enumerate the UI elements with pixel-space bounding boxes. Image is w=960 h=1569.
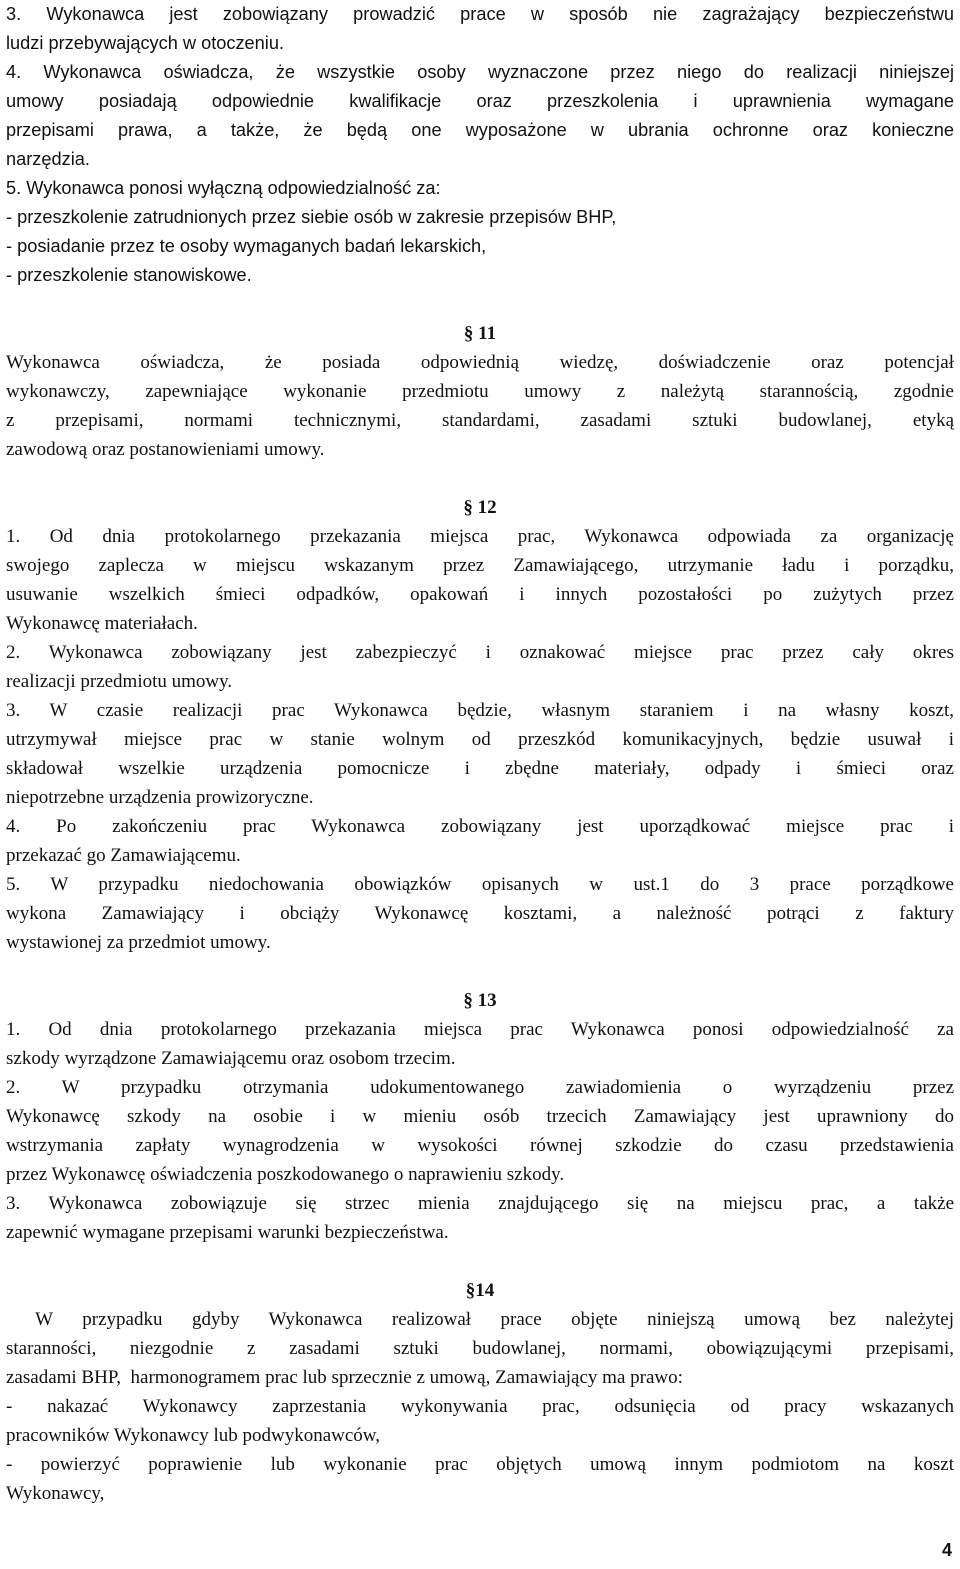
paragraph-line: 5. W przypadku niedochowania obowiązków opisanych w ust.1 do 3 prace porządkowe [6, 874, 954, 895]
paragraph-line: usuwanie wszelkich śmieci odpadków, opakowań i innych pozostałości po zużytych przez [6, 584, 954, 605]
section-heading: § 11 [463, 323, 497, 344]
paragraph-line: - powierzyć poprawienie lub wykonanie prac objętych umową innym podmiotom na koszt [6, 1454, 954, 1475]
paragraph-line: 2. Wykonawca zobowiązany jest zabezpieczyć i oznakować miejsce prac przez cały okres [6, 642, 954, 663]
paragraph-line: staranności, niezgodnie z zasadami sztuki budowlanej, normami, obowiązującymi przepisami, [6, 1338, 954, 1359]
paragraph-line: 2. W przypadku otrzymania udokumentowanego zawiadomienia o wyrządzeniu przez [6, 1077, 954, 1098]
paragraph-line: niepotrzebne urządzenia prowizoryczne. [6, 787, 314, 808]
paragraph-line: - posiadanie przez te osoby wymaganych badań lekarskich, [6, 236, 487, 256]
paragraph-line: W przypadku gdyby Wykonawca realizował prace objęte niniejszą umową bez należytej [6, 1309, 954, 1330]
paragraph-line: swojego zaplecza w miejscu wskazanym przez Zamawiającego, utrzymanie ładu i porządku, [6, 555, 954, 576]
paragraph-line: 3. W czasie realizacji prac Wykonawca będzie, własnym staraniem i na własny koszt, [6, 700, 954, 721]
paragraph-line: Wykonawcę szkody na osobie i w mieniu osób trzecich Zamawiający jest uprawniony do [6, 1106, 954, 1127]
paragraph-line: przez Wykonawcę oświadczenia poszkodowanego o naprawieniu szkody. [6, 1164, 565, 1185]
paragraph-line: Wykonawcy, [6, 1483, 105, 1504]
paragraph-line: realizacji przedmiotu umowy. [6, 671, 233, 692]
paragraph-line: - przeszkolenie zatrudnionych przez siebie osób w zakresie przepisów BHP, [6, 207, 617, 227]
paragraph-line: pracowników Wykonawcy lub podwykonawców, [6, 1425, 381, 1446]
paragraph-line: składował wszelkie urządzenia pomocnicze i zbędne materiały, odpady i śmieci oraz [6, 758, 954, 779]
paragraph-line: Wykonawca oświadcza, że posiada odpowiednią wiedzę, doświadczenie oraz potencjał [6, 352, 954, 373]
paragraph-line: 3. Wykonawca zobowiązuje się strzec mienia znajdującego się na miejscu prac, a także [6, 1193, 954, 1214]
paragraph-line: 3. Wykonawca jest zobowiązany prowadzić prace w sposób nie zagrażający bezpieczeństwu [6, 4, 954, 24]
section-heading: §14 [465, 1280, 495, 1301]
paragraph-line: przekazać go Zamawiającemu. [6, 845, 241, 866]
paragraph-line: wykona Zamawiający i obciąży Wykonawcę kosztami, a należność potrąci z faktury [6, 903, 954, 924]
paragraph-line: wystawionej za przedmiot umowy. [6, 932, 271, 953]
paragraph-line: 1. Od dnia protokolarnego przekazania miejsca prac, Wykonawca odpowiada za organizację [6, 526, 954, 547]
paragraph-line: 1. Od dnia protokolarnego przekazania miejsca prac Wykonawca ponosi odpowiedzialność za [6, 1019, 954, 1040]
paragraph-line: Wykonawcę materiałach. [6, 613, 198, 634]
paragraph-line: zasadami BHP, harmonogramem prac lub sprzecznie z umową, Zamawiający ma prawo: [6, 1367, 683, 1388]
paragraph-line: zapewnić wymagane przepisami warunki bezpieczeństwa. [6, 1222, 449, 1243]
paragraph-line: wstrzymania zapłaty wynagrodzenia w wysokości równej szkodzie do czasu przedstawienia [6, 1135, 954, 1156]
paragraph-line: - nakazać Wykonawcy zaprzestania wykonywania prac, odsunięcia od pracy wskazanych [6, 1396, 954, 1417]
section-heading: § 12 [463, 497, 497, 518]
paragraph-line: 4. Wykonawca oświadcza, że wszystkie osoby wyznaczone przez niego do realizacji niniejszej [6, 62, 954, 82]
paragraph-line: 4. Po zakończeniu prac Wykonawca zobowiązany jest uporządkować miejsce prac i [6, 816, 954, 837]
page-number: 4 [941, 1540, 952, 1560]
paragraph-line: szkody wyrządzone Zamawiającemu oraz osobom trzecim. [6, 1048, 456, 1069]
section-heading: § 13 [463, 990, 497, 1011]
paragraph-line: z przepisami, normami technicznymi, standardami, zasadami sztuki budowlanej, etyką [6, 410, 954, 431]
paragraph-line: zawodową oraz postanowieniami umowy. [6, 439, 325, 460]
paragraph-line: wykonawczy, zapewniające wykonanie przedmiotu umowy z należytą starannością, zgodnie [6, 381, 954, 402]
paragraph-line: przepisami prawa, a także, że będą one wyposażone w ubrania ochronne oraz konieczne [6, 120, 954, 140]
paragraph-line: - przeszkolenie stanowiskowe. [6, 265, 252, 285]
paragraph-line: ludzi przebywających w otoczeniu. [6, 33, 284, 53]
paragraph-line: 5. Wykonawca ponosi wyłączną odpowiedzialność za: [6, 178, 441, 198]
paragraph-line: utrzymywał miejsce prac w stanie wolnym od przeszkód komunikacyjnych, będzie usuwał i [6, 729, 954, 750]
paragraph-line: umowy posiadają odpowiednie kwalifikacje oraz przeszkolenia i uprawnienia wymagane [6, 91, 954, 111]
paragraph-line: narzędzia. [6, 149, 90, 169]
